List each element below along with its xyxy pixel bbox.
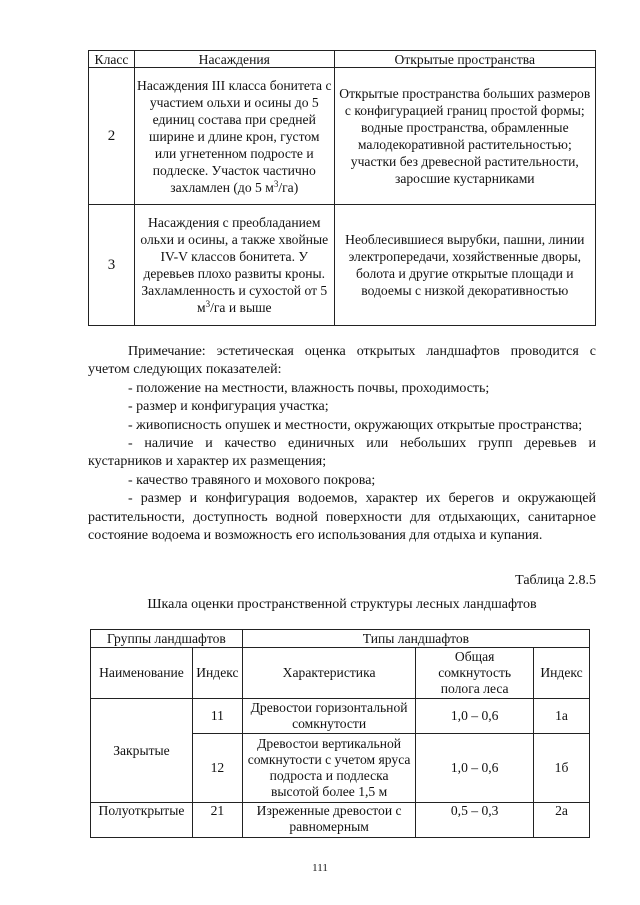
table-row bbox=[91, 803, 590, 838]
open-spaces-cell: Необлесившиеся вырубки, пашни, линии электропередачи, хозяйственные дворы, болота и другие открытые площади и водоемы с низкой декоративностью bbox=[334, 205, 595, 326]
header-name: Наименование bbox=[91, 648, 193, 699]
table-title: Шкала оценки пространственной структуры лесных ландшафтов bbox=[147, 597, 537, 612]
page-number: 111 bbox=[312, 862, 328, 874]
header-plantings: Насаждения bbox=[134, 51, 334, 68]
table-number: Таблица 2.8.5 bbox=[515, 573, 596, 588]
note-item: - размер и конфигурация участка; bbox=[128, 399, 329, 415]
closure-cell: 1,0 – 0,6 bbox=[416, 734, 534, 803]
note-section bbox=[88, 343, 596, 545]
class-cell: 2 bbox=[89, 68, 135, 205]
closure-cell: 1,0 – 0,6 bbox=[416, 699, 534, 734]
header-open-spaces: Открытые пространства bbox=[334, 51, 595, 68]
note-item: - качество травяного и мохового покрова; bbox=[128, 472, 376, 488]
characteristic-cell: Древостои горизонтальной сомкнутости bbox=[242, 699, 415, 734]
open-spaces-cell: Открытые пространства больших размеров с конфигурацией границ простой формы; водные пространства, обрамленные малодекоративной растительностью; участки без древесной растительности, заросшие кустарниками bbox=[334, 68, 595, 205]
index-cell: 21 bbox=[192, 803, 242, 838]
table-row bbox=[89, 205, 596, 326]
closure-cell: 0,5 – 0,3 bbox=[416, 803, 534, 838]
type-index-cell: 2а bbox=[534, 803, 590, 838]
group-name-cell: Полуоткрытые bbox=[91, 803, 193, 838]
table-row bbox=[91, 699, 590, 734]
note-item: - наличие и качество единичных или небольших групп деревьев и кустарников и характер их размещения; bbox=[88, 436, 596, 470]
index-cell: 11 bbox=[192, 699, 242, 734]
landscape-class-table bbox=[88, 50, 596, 326]
header-landscape-groups: Группы ландшафтов bbox=[91, 630, 243, 648]
type-index-cell: 1а bbox=[534, 699, 590, 734]
note-item: - размер и конфигурация водоемов, характер их берегов и окружающей растительности, доступность водной поверхности для отдыхающих, санитарное состояние водоема и возможность его использования для отдыха и купания. bbox=[88, 491, 596, 544]
group-name-cell: Закрытые bbox=[91, 699, 193, 803]
class-cell: 3 bbox=[89, 205, 135, 326]
header-characteristic: Характеристика bbox=[242, 648, 415, 699]
header-index: Индекс bbox=[192, 648, 242, 699]
header-class: Класс bbox=[89, 51, 135, 68]
plantings-cell: Насаждения III класса бонитета с участием ольхи и осины до 5 единиц состава при средней ширине и длине крон, густом или угнетенном подросте и подлеске. Участок частично захламлен (до 5 $м^3/га$) bbox=[134, 68, 334, 205]
header-landscape-types: Типы ландшафтов bbox=[242, 630, 589, 648]
group-header-row bbox=[91, 630, 590, 648]
table-header-row bbox=[89, 51, 596, 68]
header-canopy-closure: Общая сомкнутость полога леса bbox=[416, 648, 534, 699]
note-intro: Примечание: эстетическая оценка открытых ландшафтов проводится с учетом следующих показателей: bbox=[88, 344, 596, 378]
plantings-cell: Насаждения с преобладанием ольхи и осины, а также хвойные IV-V классов бонитета. У деревьев плохо развиты кроны. Захламленность и сухостой от 5 $м^3/га$ и выше bbox=[134, 205, 334, 326]
spatial-structure-table bbox=[90, 629, 590, 838]
index-cell: 12 bbox=[192, 734, 242, 803]
type-index-cell: 1б bbox=[534, 734, 590, 803]
characteristic-cell: Изреженные древостои с равномерным bbox=[242, 803, 415, 838]
column-header-row bbox=[91, 648, 590, 699]
characteristic-cell: Древостои вертикальной сомкнутости с учетом яруса подроста и подлеска высотой более 1,5 м bbox=[242, 734, 415, 803]
header-type-index: Индекс bbox=[534, 648, 590, 699]
table-row bbox=[89, 68, 596, 205]
note-item: - живописность опушек и местности, окружающих открытые пространства; bbox=[128, 417, 583, 433]
note-item: - положение на местности, влажность почвы, проходимость; bbox=[128, 380, 490, 396]
